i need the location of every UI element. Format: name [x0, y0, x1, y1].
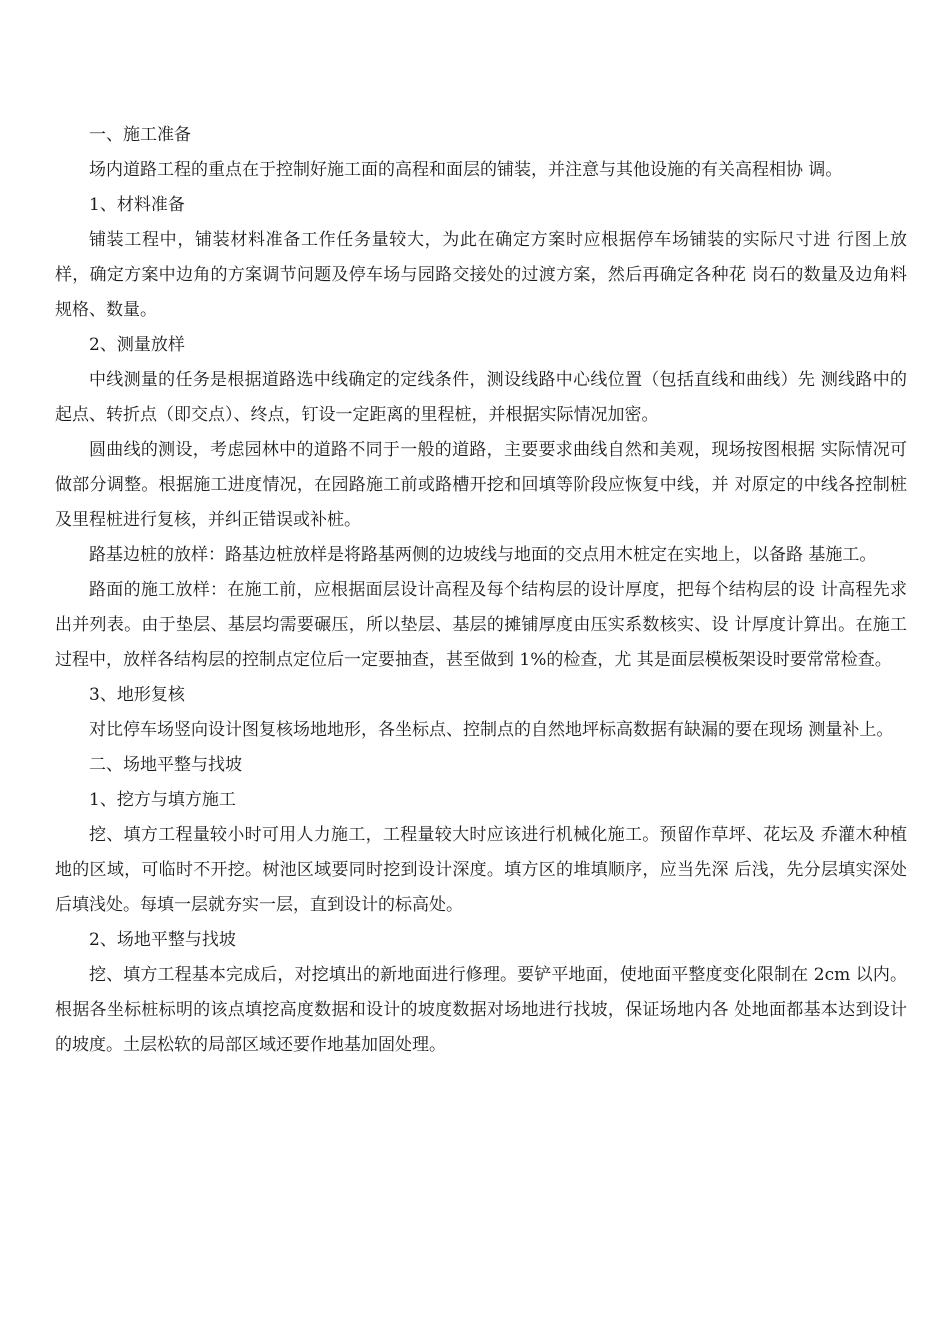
paragraph-centerline: 中线测量的任务是根据道路选中线确定的定线条件，测设线路中心线位置（包括直线和曲线）先 测线路中的起点、转折点（即交点）、终点，钉设一定距离的里程桩，并根据实际情况加密。 — [55, 370, 907, 425]
subheading-survey: 2、测量放样 — [89, 335, 185, 355]
section-heading-grading: 二、场地平整与找坡 — [89, 755, 242, 775]
paragraph-terrain: 对比停车场竖向设计图复核场地地形，各坐标点、控制点的自然地坪标高数据有缺漏的要在现场 测量补上。 — [89, 720, 894, 740]
paragraph-materials: 铺装工程中，铺装材料准备工作任务量较大，为此在确定方案时应根据停车场铺装的实际尺寸进 行图上放样，确定方案中边角的方案调节问题及停车场与园路交接处的过渡方案，然后再确定各种花 岗石的数量及边角料规格、数量。 — [55, 230, 907, 320]
paragraph-edge-stake: 路基边桩的放样：路基边桩放样是将路基两侧的边坡线与地面的交点用木桩定在实地上，以备路 基施工。 — [89, 545, 877, 565]
paragraph-leveling: 挖、填方工程基本完成后，对挖填出的新地面进行修理。要铲平地面，使地面平整度变化限制在 2cm 以内。根据各坐标桩标明的该点填挖高度数据和设计的坡度数据对场地进行找坡，保证场地内各 处地面都基本达到设计的坡度。土层松软的局部区域还要作地基加固处理。 — [55, 965, 907, 1055]
paragraph-cut-fill: 挖、填方工程量较小时可用人力施工，工程量较大时应该进行机械化施工。预留作草坪、花坛及 乔灌木种植地的区域，可临时不开挖。树池区域要同时挖到设计深度。填方区的堆填顺序，应当先深 后浅，先分层填实深处后填浅处。每填一层就夯实一层，直到设计的标高处。 — [55, 825, 907, 915]
document-body — [55, 118, 907, 1063]
subheading-leveling: 2、场地平整与找坡 — [89, 930, 236, 950]
paragraph-curve: 圆曲线的测设，考虑园林中的道路不同于一般的道路，主要要求曲线自然和美观，现场按图根据 实际情况可做部分调整。根据施工进度情况，在园路施工前或路槽开挖和回填等阶段应恢复中线，并 对原定的中线各控制桩及里程桩进行复核，并纠正错误或补桩。 — [55, 440, 907, 530]
section-heading-prep: 一、施工准备 — [89, 125, 191, 145]
paragraph-intro: 场内道路工程的重点在于控制好施工面的高程和面层的铺装，并注意与其他设施的有关高程相协 调。 — [89, 160, 843, 180]
paragraph-pavement-layout: 路面的施工放样：在施工前，应根据面层设计高程及每个结构层的设计厚度，把每个结构层的设 计高程先求出并列表。由于垫层、基层均需要碾压，所以垫层、基层的摊铺厚度由压实系数核实、设 计厚度计算出。在施工过程中，放样各结构层的控制点定位后一定要抽查，甚至做到 1%的检查，尤 其是面层模板架设时要常常检查。 — [55, 580, 907, 670]
subheading-terrain: 3、地形复核 — [89, 685, 185, 705]
subheading-cut-fill: 1、挖方与填方施工 — [89, 790, 236, 810]
subheading-materials: 1、材料准备 — [89, 195, 185, 215]
